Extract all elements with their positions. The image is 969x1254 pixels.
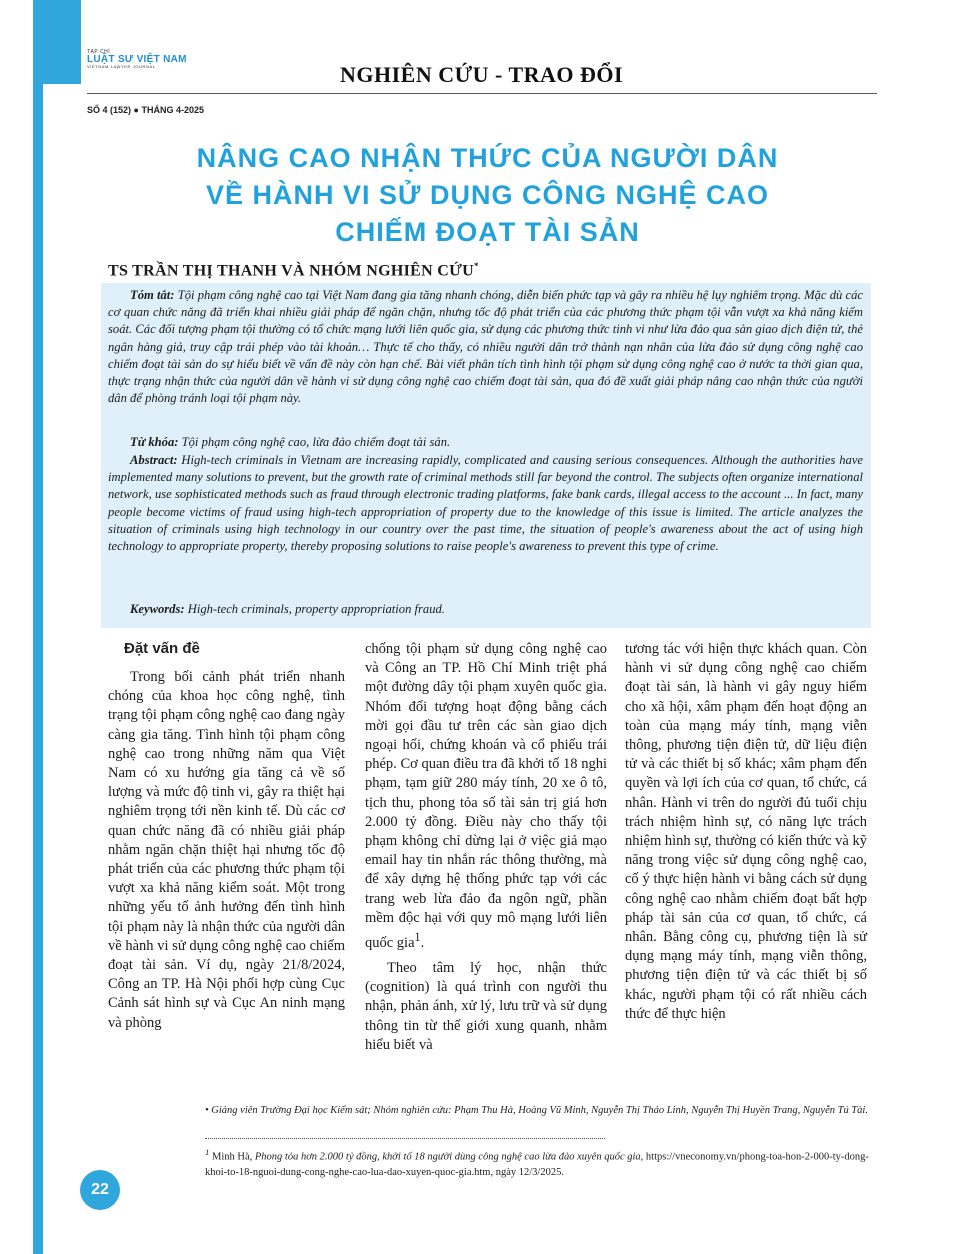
article-title xyxy=(100,140,875,251)
footnote-ref[interactable]: 1 xyxy=(414,930,421,945)
footnote-rule xyxy=(205,1138,605,1139)
article-author xyxy=(108,261,479,280)
footnote-source: Minh Hà, xyxy=(209,1151,253,1163)
keywords-en-text: High-tech criminals, property appropriation fraud. xyxy=(184,602,445,616)
header-rule xyxy=(87,93,877,94)
paragraph: Theo tâm lý học, nhận thức (cognition) là quá trình con người thu nhận, phản ánh, xử lý, lưu trữ và sử dụng thông tin từ thế giới xung quanh, nhằm hiểu biết và xyxy=(365,960,607,1053)
article-title-line: VỀ HÀNH VI SỬ DỤNG CÔNG NGHỆ CAO xyxy=(206,180,769,210)
margin-color-strip xyxy=(33,0,43,1254)
body-column-3 xyxy=(625,640,867,1024)
section-title: NGHIÊN CỨU - TRAO ĐỔI xyxy=(340,62,624,87)
abstract-en-text: High-tech criminals in Vietnam are increasing rapidly, complicated and causing serious consequences. Although the authorities have implemented many solutions to prevent, but the growth rate of criminal methods still far beyond the control. The subjects often organize international network, use sophisticated methods such as fraud through electronic trading platforms, fake bank cards, illegal access to the account ... In fact, many people become victims of fraud using high-tech appropriation of property due to the knowledge of this issue is limited. The article analyzes the situation of criminals using high technology in our country over the past time, the situation of people's awareness about the act of using high technology to appropriate property, thereby proposing solutions to raise people's awareness to prevent this type of crime. xyxy=(108,453,863,554)
author-name: TS TRẦN THỊ THANH VÀ NHÓM NGHIÊN CỨU xyxy=(108,262,474,280)
section-heading: Đặt vấn đề xyxy=(124,640,200,657)
footnote-1 xyxy=(205,1145,870,1180)
body-column-1 xyxy=(108,668,345,1033)
article-title-line: CHIẾM ĐOẠT TÀI SẢN xyxy=(335,217,640,247)
keywords-vi-label: Từ khóa: xyxy=(130,435,179,449)
paragraph xyxy=(365,640,607,953)
abstract-en-label: Abstract: xyxy=(130,453,178,467)
abstract-vi xyxy=(108,287,863,407)
abstract-vi-label: Tóm tắt: xyxy=(130,288,175,302)
journal-logo xyxy=(87,50,187,69)
paragraph-text: chống tội phạm sử dụng công nghệ cao và Công an TP. Hồ Chí Minh triệt phá một đường dây tội phạm xuyên quốc gia. Nhóm đối tượng hoạt động bằng cách mời gọi đầu tư trên các sàn giao dịch ngoại hối, chứng khoán và cổ phiếu trái phép. Cơ quan điều tra đã khởi tố 18 nghi phạm, tạm giữ 280 máy tính, 20 xe ô tô, tịch thu, phong tỏa số tài sản trị giá hơn 2.000 tỷ đồng. Điều này cho thấy tội phạm không chỉ dừng lại ở việc giả mạo email hay tin nhắn rác thông thường, mà để xây dựng hệ thống phức tạp với các trang web lừa đảo đa ngôn ngữ, phần mềm độc hại với quy mô mạng lưới liên quốc gia xyxy=(365,641,607,951)
author-footnote-mark: * xyxy=(473,261,479,271)
journal-logo-small: TẠP CHÍ xyxy=(87,49,111,55)
paragraph-end: . xyxy=(420,934,425,951)
keywords-en-label: Keywords: xyxy=(130,602,185,616)
issue-info: SỐ 4 (152) ● THÁNG 4-2025 xyxy=(87,105,204,115)
abstract-en xyxy=(108,452,863,555)
paragraph: tương tác với hiện thực khách quan. Còn hành vi sử dụng công nghệ cao chiếm đoạt tài sản, là hành vi gây nguy hiểm cho xã hội, xâm phạm đến hoạt động an toàn của mạng máy tính, mạng viễn thông, phương tiện điện tử, dữ liệu điện tử và các thiết bị số khác; xâm phạm đến quyền và lợi ích của cơ quan, tổ chức, cá nhân. Hành vi trên do người đủ tuổi chịu trách nhiệm hình sự, có năng lực trách nhiệm hình sự, thường có kiến thức và kỹ năng trong việc sử dụng công nghệ cao, cố ý thực hiện hành vi bằng cách sử dụng công nghệ cao nhằm chiếm đoạt bất hợp pháp tài sản của cơ quan, tổ chức, cá nhân. Bằng công cụ, phương tiện là sử dụng mạng máy tính, mạng viễn thông, phương tiện điện tử và các thiết bị số khác, người phạm tội có rất nhiều cách thức để thực hiện xyxy=(625,641,867,1022)
journal-logo-subtitle: VIETNAM LAWYER JOURNAL xyxy=(87,64,156,69)
journal-logo-name: LUẬT SƯ VIỆT NAM xyxy=(87,54,187,65)
keywords-vi-text: Tội phạm công nghệ cao, lừa đảo chiếm đoạt tài sản. xyxy=(178,435,451,449)
abstract-vi-text: Tội phạm công nghệ cao tại Việt Nam đang gia tăng nhanh chóng, diễn biến phức tạp và gây ra nhiều hệ lụy nghiêm trọng. Mặc dù các cơ quan chức năng đã triển khai nhiều giải pháp để ngăn chặn, nhưng tốc độ phát triển của các phương thức phạm tội vẫn vượt xa khả năng kiểm soát. Các đối tượng phạm tội thường có tổ chức mạng lưới liên quốc gia, sử dụng các phương thức tinh vi như lừa đảo qua sàn giao dịch điện tử, thẻ ngân hàng giả, truy cập trái phép vào tài khoản… Thực tế cho thấy, có nhiều người dân trở thành nạn nhân của lừa đảo sử dụng công nghệ cao chiếm đoạt tài sản do sự hiểu biết về vấn đề này còn hạn chế. Bài viết phân tích tình hình tội phạm sử dụng công nghệ cao ở nước ta thời gian qua, thực trạng nhận thức của người dân về hành vi sử dụng công nghệ cao chiếm đoạt tài sản, qua đó đề xuất giải pháp nâng cao nhận thức của người dân để phòng tránh loại tội phạm này. xyxy=(108,288,863,406)
paragraph: Trong bối cảnh phát triển nhanh chóng của khoa học công nghệ, tình trạng tội phạm công nghệ cao đang ngày càng gia tăng. Tình hình tội phạm công nghệ cao trong những năm qua Việt Nam có xu hướng gia tăng cả về số lượng và mức độ tinh vi, gây ra thiệt hại nghiêm trọng tới nền kinh tế. Dù các cơ quan chức năng đã có nhiều giải pháp nhằm ngăn chặn thiệt hại nhưng tốc độ phát triển của các phương thức phạm tội vượt xa khả năng kiểm soát. Một trong những yếu tố ảnh hưởng đến tình hình tội phạm này là nhận thức của người dân về hành vi sử dụng công nghệ cao chiếm đoạt tài sản. Ví dụ, ngày 21/8/2024, Công an TP. Hà Nội phối hợp cùng Cục Cảnh sát hình sự và Cục An ninh mạng và phòng xyxy=(108,669,345,1031)
footnote-url[interactable]: https://vneconomy.vn/phong-toa-hon-2-000-ty-dong-khoi-to-18-nguoi-dung-cong-nghe-cao-lua-dao-xuyen-quoc-gia.htm, ngày 12/3/2025. xyxy=(205,1151,869,1178)
keywords-vi xyxy=(108,434,863,451)
footnote-title: Phong tỏa hơn 2.000 tỷ đồng, khởi tố 18 người dùng công nghệ cao lừa đảo xuyên quốc gia, xyxy=(252,1151,644,1163)
article-title-line: NÂNG CAO NHẬN THỨC CỦA NGƯỜI DÂN xyxy=(196,143,779,173)
keywords-en xyxy=(108,601,863,618)
body-column-2 xyxy=(365,640,607,1055)
footnote-number: 1 xyxy=(205,1147,210,1157)
author-footnote: • Giảng viên Trường Đại học Kiểm sát; Nhóm nghiên cứu: Phạm Thu Hà, Hoàng Vũ Minh, Nguyễn Thị Thảo Linh, Nguyễn Thị Huyền Trang, Nguyễn Tú Tài. xyxy=(205,1105,868,1116)
page-number: 22 xyxy=(80,1170,120,1210)
